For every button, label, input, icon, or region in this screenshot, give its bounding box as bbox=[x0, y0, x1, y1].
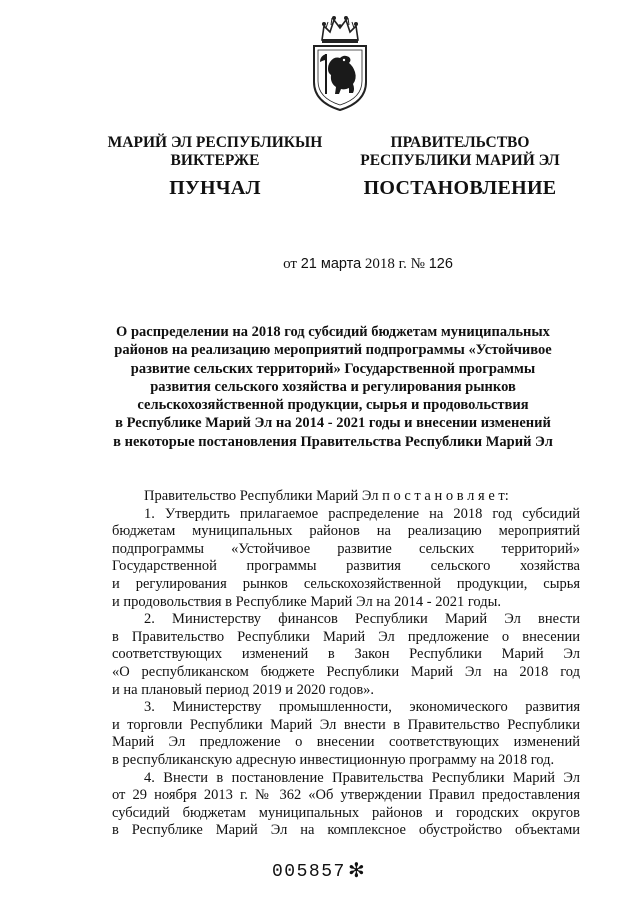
crown-icon bbox=[322, 16, 358, 43]
header-right-block bbox=[360, 134, 560, 200]
title-line: в некоторые постановления Правительства Республики Марий Эл bbox=[113, 433, 553, 450]
body-intro: Правительство Республики Марий Эл п о с т а н о в л я е т: bbox=[144, 488, 509, 504]
decree-number: 126 bbox=[428, 256, 453, 272]
paragraph-3-line: в республиканскую адресную инвестиционную программу на 2018 год. bbox=[112, 751, 555, 768]
paragraph-4-line: субсидий бюджетам муниципальных районов и городских округов bbox=[112, 804, 580, 821]
title-line: развития сельского хозяйства и регулирования рынков bbox=[150, 378, 516, 395]
decree-body bbox=[112, 488, 580, 840]
paragraph-3-line: 3. Министерству промышленности, экономического развития bbox=[144, 699, 580, 716]
title-line: О распределении на 2018 год субсидий бюджетам муниципальных bbox=[116, 324, 550, 340]
header-left-kind: ПУНЧАЛ bbox=[169, 177, 261, 199]
paragraph-4-line: 4. Внести в постановление Правительства Республики Марий Эл bbox=[144, 769, 580, 786]
paragraph-2-line: «О республиканском бюджете Республики Марий Эл на 2018 год bbox=[112, 663, 580, 680]
header-right-line2: РЕСПУБЛИКИ МАРИЙ ЭЛ bbox=[360, 152, 560, 169]
paragraph-1-line: и продовольствия в Республике Марий Эл на 2014 - 2021 годы. bbox=[112, 593, 501, 610]
header-right-line1: ПРАВИТЕЛЬСТВО bbox=[390, 134, 530, 151]
paragraph-1-line: подпрограммы «Устойчивое развитие сельских территорий» bbox=[112, 540, 580, 557]
form-serial-number: 005857 bbox=[272, 862, 346, 882]
paragraph-2-line: соответствующих изменений в Закон Республики Марий Эл bbox=[112, 646, 580, 663]
title-line: сельскохозяйственной продукции, сырья и продовольствия bbox=[137, 397, 529, 414]
title-line: районов на реализацию мероприятий подпрограммы «Устойчивое bbox=[114, 342, 552, 359]
header-left-line2: ВИКТЕРЖЕ bbox=[170, 152, 260, 169]
paragraph-1-line: и регулирования рынков сельскохозяйственной продукции, сырья bbox=[112, 575, 580, 592]
paragraph-4-line: от 29 ноября 2013 г. № 362 «Об утверждении Правил предоставления bbox=[112, 787, 580, 804]
header-right-kind: ПОСТАНОВЛЕНИЕ bbox=[363, 177, 557, 199]
header-left-line1: МАРИЙ ЭЛ РЕСПУБЛИКЫН bbox=[107, 134, 323, 151]
paragraph-1-line: бюджетам муниципальных районов на реализацию мероприятий bbox=[112, 523, 580, 540]
decree-title bbox=[96, 323, 570, 451]
decree-year: 2018 г. bbox=[364, 256, 407, 272]
paragraph-3-line: и торговли Республики Марий Эл внести в Правительство Республики bbox=[112, 716, 580, 733]
decree-date: 21 марта bbox=[300, 256, 362, 272]
decree-date-line bbox=[0, 256, 640, 273]
paragraph-3-line: Марий Эл предложение о внесении соответствующих изменений bbox=[112, 734, 580, 751]
paragraph-1-line: Государственной программы развития сельского хозяйства bbox=[112, 558, 580, 575]
date-prefix: от bbox=[283, 256, 297, 272]
coat-of-arms-emblem bbox=[300, 10, 380, 112]
paragraph-4-line: в Республике Марий Эл на комплексное обустройство объектами bbox=[112, 822, 580, 839]
number-sign: № bbox=[410, 256, 425, 272]
paragraph-2-line: в Правительство Республики Марий Эл предложение о внесении bbox=[112, 628, 580, 645]
asterisk-mark-icon: ✻ bbox=[348, 858, 365, 882]
header-left-block bbox=[96, 134, 334, 200]
paragraph-1-line: 1. Утвердить прилагаемое распределение на 2018 год субсидий bbox=[144, 505, 580, 522]
title-line: в Республике Марий Эл на 2014 - 2021 годы и внесении изменений bbox=[115, 415, 551, 432]
title-line: развитие сельских территорий» Государственной программы bbox=[130, 360, 536, 377]
paragraph-2-line: и на плановый период 2019 и 2020 годов». bbox=[112, 681, 375, 698]
paragraph-2-line: 2. Министерству финансов Республики Марий Эл внести bbox=[144, 611, 580, 628]
